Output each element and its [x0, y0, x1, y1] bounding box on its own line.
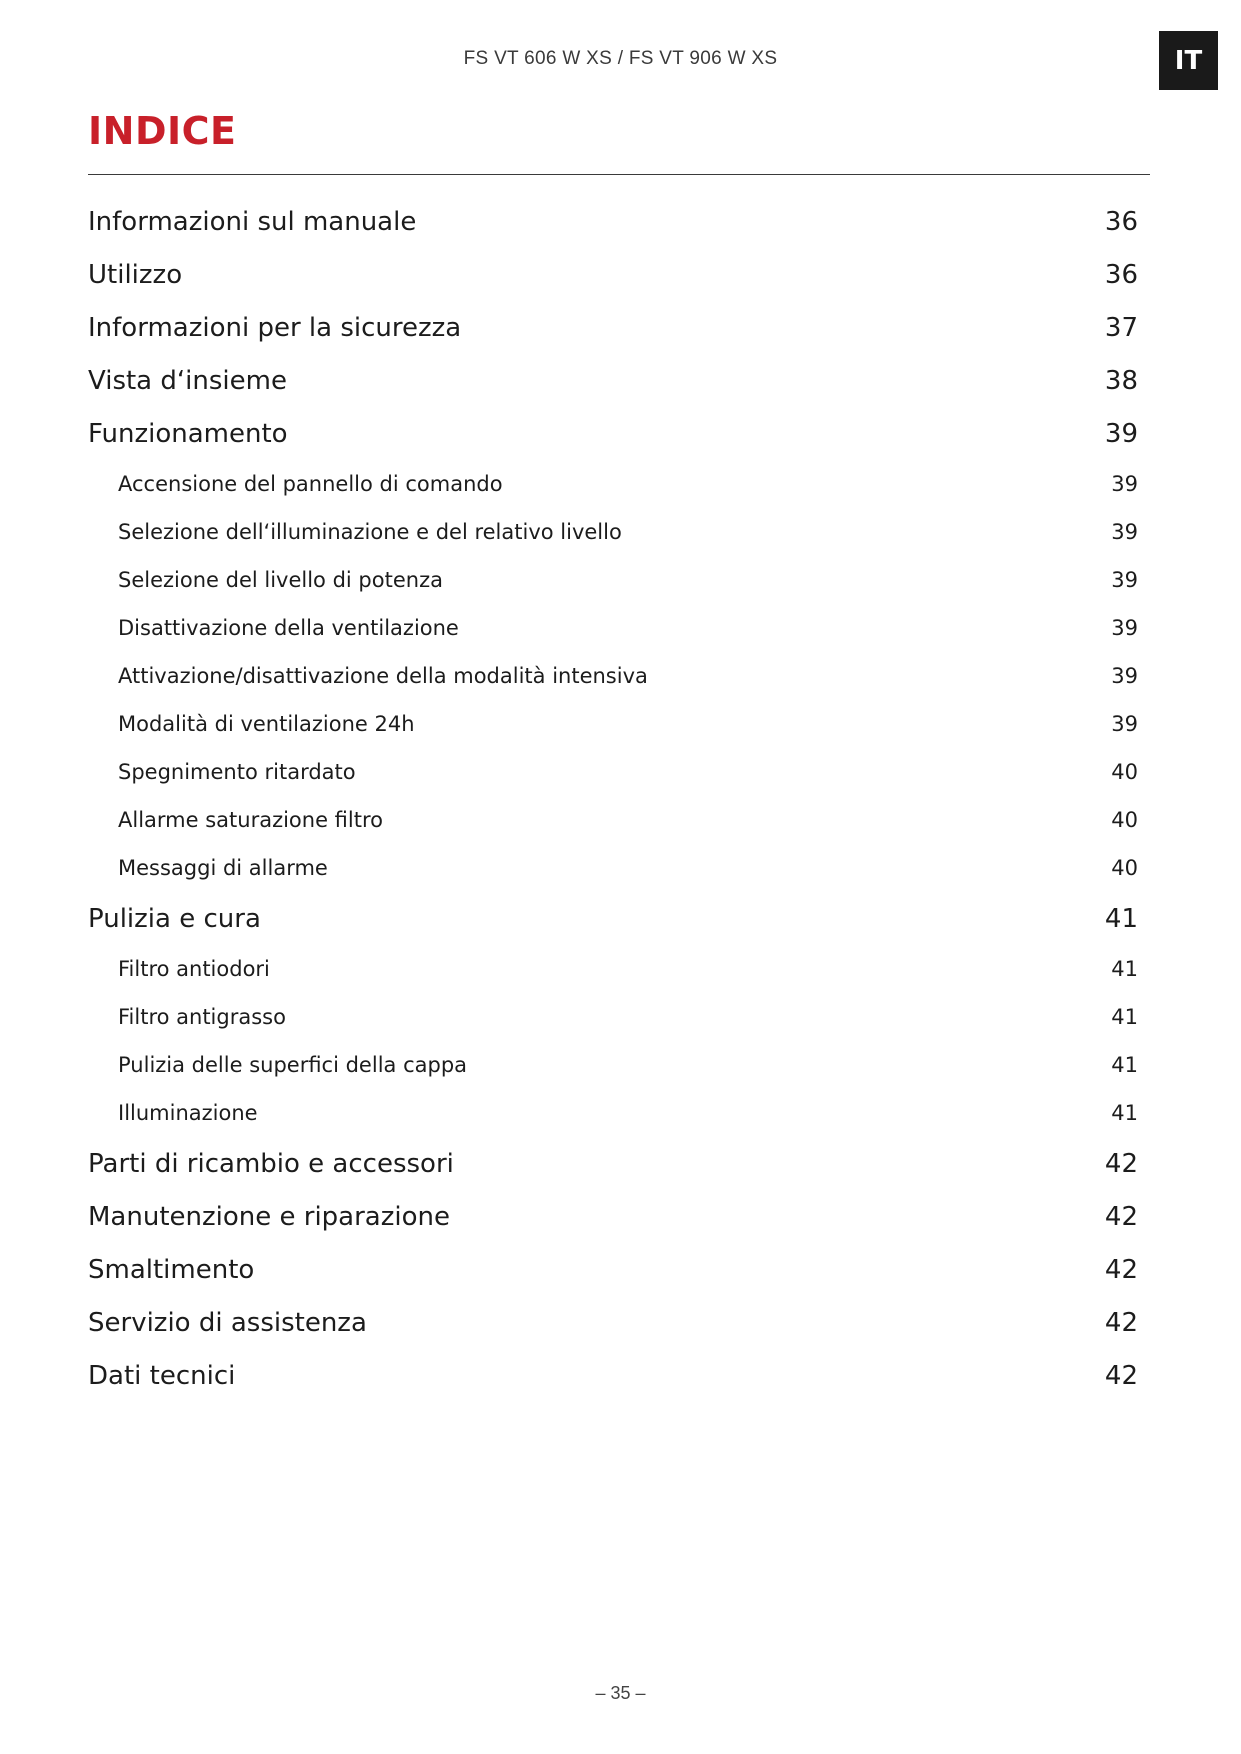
header-model-name: FS VT 606 W XS / FS VT 906 W XS	[463, 48, 778, 69]
toc-entry-label: Smaltimento	[88, 1254, 255, 1285]
toc-entry[interactable]	[88, 1296, 1138, 1349]
toc-subentry-label: Illuminazione	[118, 1101, 258, 1125]
toc-entry[interactable]	[88, 248, 1138, 301]
toc-subentry[interactable]	[88, 945, 1138, 993]
toc-subentry[interactable]	[88, 796, 1138, 844]
toc-subentry-page: 41	[1111, 957, 1138, 981]
toc-entry[interactable]	[88, 195, 1138, 248]
toc-entry-label: Servizio di assistenza	[88, 1307, 367, 1338]
toc-entry-page: 36	[1104, 206, 1138, 237]
toc-entry[interactable]	[88, 892, 1138, 945]
toc-entry-page: 36	[1104, 259, 1138, 290]
toc-subentry[interactable]	[88, 844, 1138, 892]
page-title: INDICE	[88, 109, 237, 153]
toc-subentry-label: Attivazione/disattivazione della modalità intensiva	[118, 664, 648, 688]
toc-entry[interactable]	[88, 1243, 1138, 1296]
toc-subentry-label: Pulizia delle superfici della cappa	[118, 1053, 468, 1077]
toc-entry-label: Dati tecnici	[88, 1360, 236, 1391]
language-badge: IT	[1159, 31, 1218, 90]
toc-entry-label: Utilizzo	[88, 259, 183, 290]
toc-subentry-page: 39	[1111, 712, 1138, 736]
toc-entry-label: Informazioni per la sicurezza	[88, 312, 462, 343]
toc-subentry[interactable]	[88, 1089, 1138, 1137]
toc-entry-page: 42	[1104, 1254, 1138, 1285]
toc-subentry[interactable]	[88, 700, 1138, 748]
toc-subentry[interactable]	[88, 460, 1138, 508]
toc-subentry-label: Selezione dell‘illuminazione e del relativo livello	[118, 520, 622, 544]
toc-subentry-label: Messaggi di allarme	[118, 856, 328, 880]
toc-subentry-page: 39	[1111, 616, 1138, 640]
toc-subentry-label: Spegnimento ritardato	[118, 760, 356, 784]
toc-entry-label: Vista d‘insieme	[88, 365, 287, 396]
toc-subentry[interactable]	[88, 1041, 1138, 1089]
toc-entry-page: 42	[1104, 1148, 1138, 1179]
toc-subentry[interactable]	[88, 652, 1138, 700]
toc-subentry-label: Disattivazione della ventilazione	[118, 616, 459, 640]
toc-subentry-page: 40	[1111, 808, 1138, 832]
toc-entry[interactable]	[88, 1349, 1138, 1402]
toc-subentry[interactable]	[88, 748, 1138, 796]
toc-entry-page: 42	[1104, 1201, 1138, 1232]
toc-subentry-page: 39	[1111, 472, 1138, 496]
toc-subentry[interactable]	[88, 556, 1138, 604]
toc-entry-label: Informazioni sul manuale	[88, 206, 417, 237]
toc-subentry-page: 39	[1111, 520, 1138, 544]
toc-subentry-label: Filtro antiodori	[118, 957, 270, 981]
toc-entry-page: 37	[1104, 312, 1138, 343]
toc-subentry-page: 41	[1111, 1005, 1138, 1029]
toc-subentry-page: 40	[1111, 856, 1138, 880]
toc-subentry-page: 41	[1111, 1101, 1138, 1125]
toc-subentry-page: 41	[1111, 1053, 1138, 1077]
toc-subentry-page: 39	[1111, 568, 1138, 592]
table-of-contents	[88, 195, 1138, 1402]
toc-entry[interactable]	[88, 407, 1138, 460]
toc-entry-page: 39	[1104, 418, 1138, 449]
toc-entry-label: Funzionamento	[88, 418, 288, 449]
toc-entry-page: 41	[1104, 903, 1138, 934]
toc-entry[interactable]	[88, 354, 1138, 407]
toc-entry-page: 42	[1104, 1360, 1138, 1391]
toc-entry[interactable]	[88, 1137, 1138, 1190]
toc-subentry-label: Modalità di ventilazione 24h	[118, 712, 415, 736]
toc-entry-label: Pulizia e cura	[88, 903, 261, 934]
title-divider	[88, 174, 1150, 175]
toc-subentry-page: 39	[1111, 664, 1138, 688]
toc-subentry-label: Allarme saturazione filtro	[118, 808, 384, 832]
toc-entry-page: 38	[1104, 365, 1138, 396]
toc-entry-page: 42	[1104, 1307, 1138, 1338]
toc-subentry-page: 40	[1111, 760, 1138, 784]
toc-subentry[interactable]	[88, 604, 1138, 652]
toc-entry-label: Manutenzione e riparazione	[88, 1201, 450, 1232]
toc-entry-label: Parti di ricambio e accessori	[88, 1148, 454, 1179]
toc-entry[interactable]	[88, 301, 1138, 354]
toc-subentry[interactable]	[88, 993, 1138, 1041]
toc-entry[interactable]	[88, 1190, 1138, 1243]
toc-subentry-label: Accensione del pannello di comando	[118, 472, 503, 496]
toc-subentry-label: Selezione del livello di potenza	[118, 568, 443, 592]
toc-subentry[interactable]	[88, 508, 1138, 556]
toc-subentry-label: Filtro antigrasso	[118, 1005, 286, 1029]
footer-page-number: – 35 –	[595, 1683, 646, 1703]
